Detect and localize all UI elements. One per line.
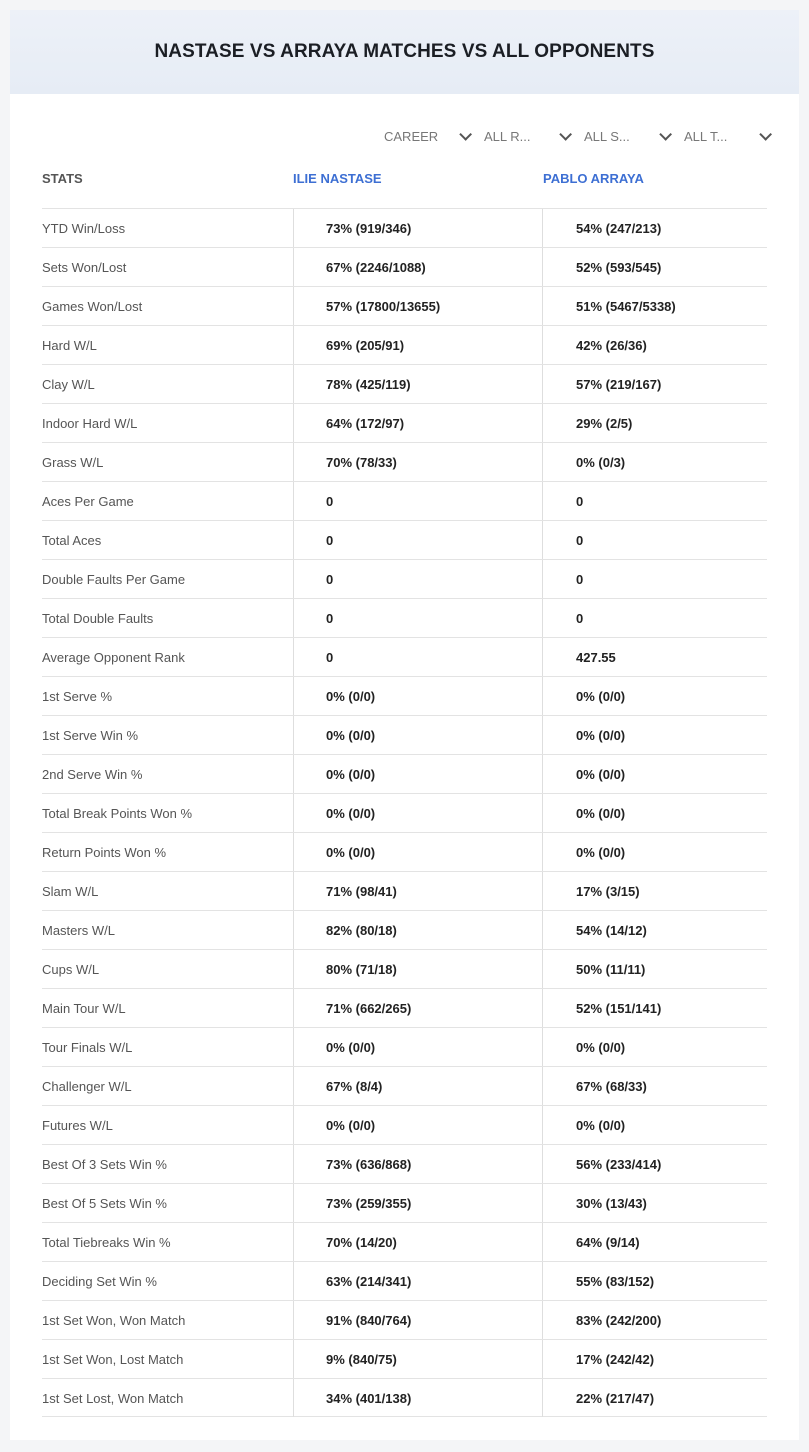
player2-value: 17% (3/15) xyxy=(542,872,767,910)
player2-value: 30% (13/43) xyxy=(542,1184,767,1222)
stat-label: Slam W/L xyxy=(42,883,99,899)
player2-value: 0 xyxy=(542,482,767,520)
table-row xyxy=(42,403,767,442)
player1-value: 0% (0/0) xyxy=(293,794,542,832)
stat-label: Total Break Points Won % xyxy=(42,805,193,821)
column-header-stats: STATS xyxy=(42,171,83,186)
chevron-down-icon xyxy=(459,128,472,141)
stat-label: Double Faults Per Game xyxy=(42,571,186,587)
chevron-down-icon xyxy=(659,128,672,141)
player1-value: 73% (259/355) xyxy=(293,1184,542,1222)
filter-surfaces-select[interactable] xyxy=(584,126,684,146)
filter-label: ALL T... xyxy=(684,128,728,144)
player2-value: 57% (219/167) xyxy=(542,365,767,403)
player1-value: 0% (0/0) xyxy=(293,716,542,754)
player2-value: 0% (0/0) xyxy=(542,1028,767,1066)
stat-label: Total Double Faults xyxy=(42,610,154,626)
stat-label: Futures W/L xyxy=(42,1117,113,1133)
table-row xyxy=(42,481,767,520)
table-row xyxy=(42,715,767,754)
table-row xyxy=(42,247,767,286)
table-row xyxy=(42,1066,767,1105)
table-row xyxy=(42,988,767,1027)
player2-value: 54% (14/12) xyxy=(542,911,767,949)
player1-value: 57% (17800/13655) xyxy=(293,287,542,325)
player1-value: 69% (205/91) xyxy=(293,326,542,364)
table-row xyxy=(42,1261,767,1300)
table-row xyxy=(42,208,767,247)
player1-value: 0% (0/0) xyxy=(293,1106,542,1144)
player1-value: 0 xyxy=(293,521,542,559)
stats-card xyxy=(10,10,799,1440)
table-row xyxy=(42,1339,767,1378)
table-row xyxy=(42,1183,767,1222)
stat-label: 1st Serve Win % xyxy=(42,727,139,743)
player1-value: 73% (636/868) xyxy=(293,1145,542,1183)
player2-value: 52% (151/141) xyxy=(542,989,767,1027)
player1-value: 0% (0/0) xyxy=(293,833,542,871)
table-row xyxy=(42,442,767,481)
table-row xyxy=(42,1105,767,1144)
stat-label: 1st Set Lost, Won Match xyxy=(42,1390,184,1406)
stat-label: Tour Finals W/L xyxy=(42,1039,133,1055)
filter-label: ALL R... xyxy=(484,128,531,144)
table-row xyxy=(42,1300,767,1339)
stat-label: Aces Per Game xyxy=(42,493,134,509)
player2-value: 51% (5467/5338) xyxy=(542,287,767,325)
player1-value: 67% (8/4) xyxy=(293,1067,542,1105)
table-header xyxy=(42,171,767,191)
stat-label: Hard W/L xyxy=(42,337,97,353)
filter-rounds-select[interactable] xyxy=(484,126,584,146)
player1-value: 64% (172/97) xyxy=(293,404,542,442)
player2-value: 427.55 xyxy=(542,638,767,676)
stat-label: Games Won/Lost xyxy=(42,298,143,314)
player1-value: 0 xyxy=(293,482,542,520)
stat-label: Cups W/L xyxy=(42,961,100,977)
player2-value: 56% (233/414) xyxy=(542,1145,767,1183)
player2-value: 0% (0/0) xyxy=(542,833,767,871)
player2-value: 55% (83/152) xyxy=(542,1262,767,1300)
player2-value: 0% (0/3) xyxy=(542,443,767,481)
player2-link[interactable]: PABLO ARRAYA xyxy=(543,171,644,186)
table-row xyxy=(42,520,767,559)
chevron-down-icon xyxy=(759,128,772,141)
stat-label: 1st Set Won, Won Match xyxy=(42,1312,186,1328)
stat-label: 2nd Serve Win % xyxy=(42,766,143,782)
table-row xyxy=(42,364,767,403)
player2-value: 42% (26/36) xyxy=(542,326,767,364)
stat-label: Total Tiebreaks Win % xyxy=(42,1234,171,1250)
player1-value: 71% (98/41) xyxy=(293,872,542,910)
player2-value: 50% (11/11) xyxy=(542,950,767,988)
table-row xyxy=(42,832,767,871)
player1-value: 0% (0/0) xyxy=(293,755,542,793)
player2-value: 54% (247/213) xyxy=(542,209,767,247)
stat-label: Masters W/L xyxy=(42,922,115,938)
filter-label: ALL S... xyxy=(584,128,630,144)
player2-value: 22% (217/47) xyxy=(542,1379,767,1417)
stat-label: Best Of 3 Sets Win % xyxy=(42,1156,167,1172)
player1-value: 0% (0/0) xyxy=(293,677,542,715)
stat-label: 1st Set Won, Lost Match xyxy=(42,1351,184,1367)
player2-value: 67% (68/33) xyxy=(542,1067,767,1105)
table-row xyxy=(42,637,767,676)
player1-value: 73% (919/346) xyxy=(293,209,542,247)
player1-value: 71% (662/265) xyxy=(293,989,542,1027)
player2-value: 0 xyxy=(542,560,767,598)
player1-value: 91% (840/764) xyxy=(293,1301,542,1339)
table-row xyxy=(42,1144,767,1183)
player1-value: 0 xyxy=(293,560,542,598)
player1-value: 0 xyxy=(293,638,542,676)
player2-value: 0% (0/0) xyxy=(542,794,767,832)
table-row xyxy=(42,325,767,364)
table-row xyxy=(42,1378,767,1417)
player2-value: 0% (0/0) xyxy=(542,755,767,793)
player1-value: 70% (14/20) xyxy=(293,1223,542,1261)
table-row xyxy=(42,559,767,598)
player1-value: 67% (2246/1088) xyxy=(293,248,542,286)
player1-value: 70% (78/33) xyxy=(293,443,542,481)
stat-label: Challenger W/L xyxy=(42,1078,132,1094)
stat-label: Indoor Hard W/L xyxy=(42,415,138,431)
stat-label: YTD Win/Loss xyxy=(42,220,126,236)
stat-label: 1st Serve % xyxy=(42,688,113,704)
filter-tournaments-select[interactable] xyxy=(684,126,784,146)
player1-value: 63% (214/341) xyxy=(293,1262,542,1300)
stats-table xyxy=(42,208,767,1417)
table-row xyxy=(42,1222,767,1261)
player1-value: 80% (71/18) xyxy=(293,950,542,988)
player2-value: 0% (0/0) xyxy=(542,716,767,754)
player2-value: 0 xyxy=(542,521,767,559)
player2-value: 17% (242/42) xyxy=(542,1340,767,1378)
stat-label: Best Of 5 Sets Win % xyxy=(42,1195,167,1211)
player1-value: 9% (840/75) xyxy=(293,1340,542,1378)
player2-value: 83% (242/200) xyxy=(542,1301,767,1339)
player2-value: 52% (593/545) xyxy=(542,248,767,286)
page-title: NASTASE VS ARRAYA MATCHES VS ALL OPPONENTS xyxy=(154,41,655,62)
table-row xyxy=(42,1027,767,1066)
player1-value: 0% (0/0) xyxy=(293,1028,542,1066)
chevron-down-icon xyxy=(559,128,572,141)
filter-career-select[interactable] xyxy=(384,126,484,146)
stat-label: Return Points Won % xyxy=(42,844,167,860)
filter-bar xyxy=(384,126,784,146)
player2-value: 64% (9/14) xyxy=(542,1223,767,1261)
player1-value: 82% (80/18) xyxy=(293,911,542,949)
player1-link[interactable]: ILIE NASTASE xyxy=(293,171,382,186)
stat-label: Sets Won/Lost xyxy=(42,259,127,275)
filter-label: CAREER xyxy=(384,128,439,144)
player1-value: 0 xyxy=(293,599,542,637)
player1-value: 78% (425/119) xyxy=(293,365,542,403)
card-header xyxy=(10,10,799,94)
stat-label: Main Tour W/L xyxy=(42,1000,126,1016)
player2-value: 0 xyxy=(542,599,767,637)
player2-value: 29% (2/5) xyxy=(542,404,767,442)
stat-label: Clay W/L xyxy=(42,376,95,392)
stat-label: Total Aces xyxy=(42,532,102,548)
player2-value: 0% (0/0) xyxy=(542,1106,767,1144)
player2-value: 0% (0/0) xyxy=(542,677,767,715)
player1-value: 34% (401/138) xyxy=(293,1379,542,1417)
table-row xyxy=(42,286,767,325)
table-row xyxy=(42,949,767,988)
stat-label: Deciding Set Win % xyxy=(42,1273,157,1289)
table-row xyxy=(42,910,767,949)
stat-label: Grass W/L xyxy=(42,454,104,470)
stat-label: Average Opponent Rank xyxy=(42,649,185,665)
table-row xyxy=(42,793,767,832)
table-row xyxy=(42,676,767,715)
table-row xyxy=(42,598,767,637)
table-row xyxy=(42,754,767,793)
table-row xyxy=(42,871,767,910)
